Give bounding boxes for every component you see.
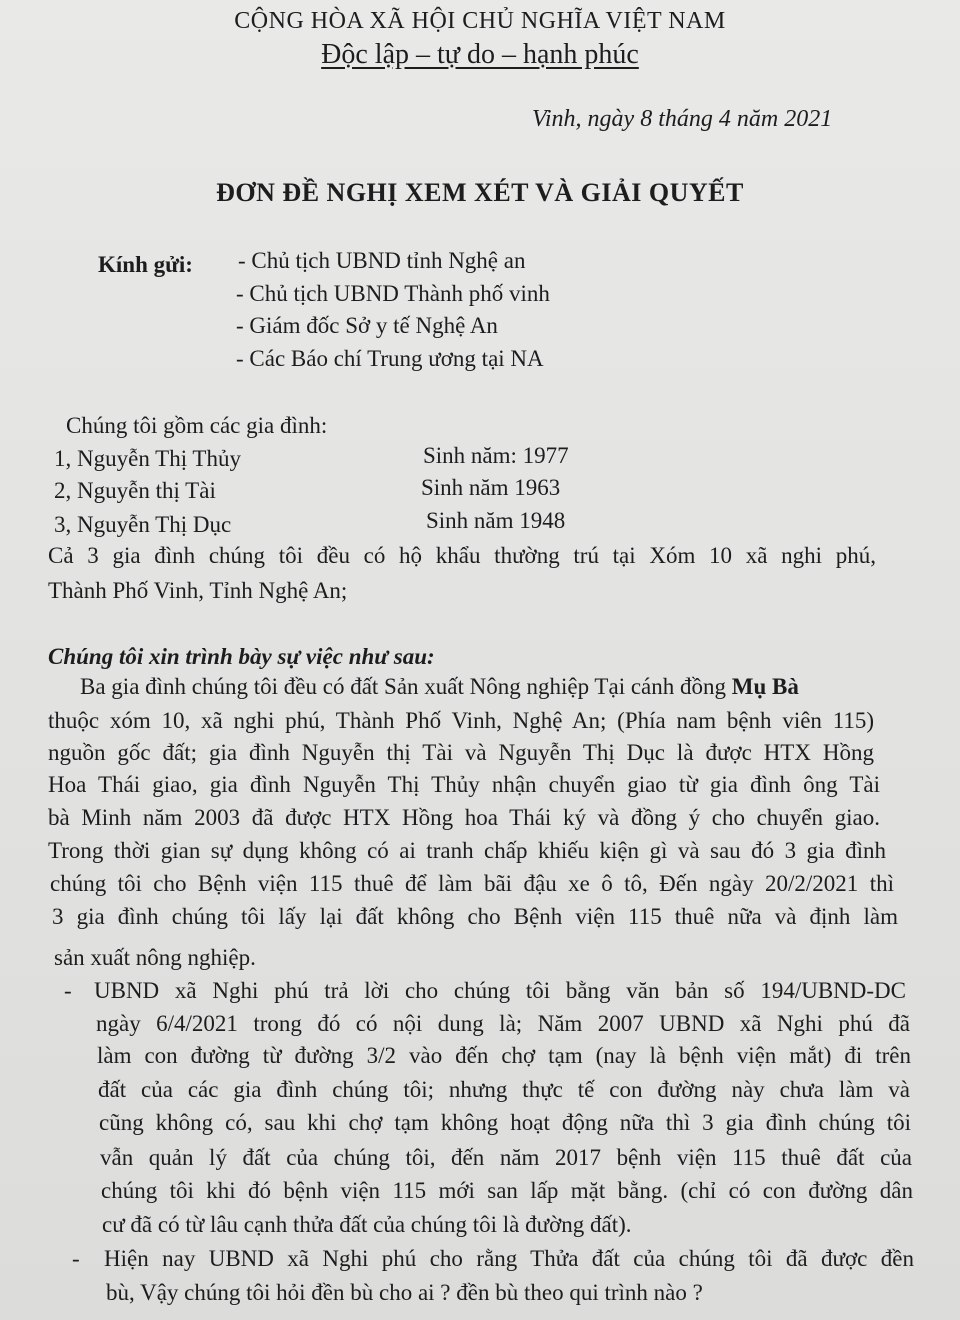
paragraph-line: thuộc xóm 10, xã nghi phú, Thành Phố Vinh, Nghệ An; (Phía nam bệnh viên 115) xyxy=(48,708,874,733)
document-date: Vinh, ngày 8 tháng 4 năm 2021 xyxy=(532,106,833,132)
families-intro: Chúng tôi gồm các gia đình: xyxy=(66,413,328,438)
residence-line: Cả 3 gia đình chúng tôi đều có hộ khẩu thường trú tại Xóm 10 xã nghi phú, xyxy=(48,543,876,568)
paragraph-line: chúng tôi cho Bệnh viện 115 thuê để làm bãi đậu xe ô tô, Đến ngày 20/2/2021 thì xyxy=(50,871,894,896)
bullet-dash: - xyxy=(64,978,72,1003)
bullet-line: chúng tôi khi đó bệnh viện 115 mới san lấp mặt bằng. (chỉ có con đường dân xyxy=(101,1178,913,1203)
bullet-line: đất của các gia đình chúng tôi; nhưng thực tế con đường này chưa làm và xyxy=(98,1077,910,1102)
paragraph-line xyxy=(80,672,799,702)
bullet-line: ngày 6/4/2021 trong đó có nội dung là; Năm 2007 UBND xã Nghi phú đã xyxy=(96,1011,910,1036)
motto-header xyxy=(0,40,960,70)
residence-line: Thành Phố Vinh, Tỉnh Nghệ An; xyxy=(48,578,348,603)
paragraph-line: Hoa Thái giao, gia đình Nguyễn Thị Thủy nhận chuyển giao từ gia đình ông Tài xyxy=(48,772,880,797)
paragraph-line: Trong thời gian sự dụng không có ai tranh chấp khiếu kiện gì và sau đó 3 gia đình xyxy=(48,838,886,863)
facts-heading: Chúng tôi xin trình bày sự việc như sau: xyxy=(48,644,435,669)
family-birth-year: Sinh năm 1948 xyxy=(426,508,566,533)
paragraph-line: 3 gia đình chúng tôi lấy lại đất không cho Bệnh viện 115 thuê nữa và định làm xyxy=(52,904,898,929)
recipient-item: - Chủ tịch UBND tỉnh Nghệ an xyxy=(238,248,526,273)
family-name: 3, Nguyễn Thị Dục xyxy=(54,512,232,537)
recipient-item: - Giám đốc Sở y tế Nghệ An xyxy=(236,313,498,338)
bullet-line: UBND xã Nghi phú trả lời cho chúng tôi bằng văn bản số 194/UBND-DC xyxy=(94,978,906,1003)
bullet-line: cư đã có từ lâu cạnh thửa đất của chúng tôi là đường đất). xyxy=(102,1212,632,1237)
paragraph-line: bà Minh năm 2003 đã được HTX Hồng hoa Thái ký và đồng ý cho chuyển giao. xyxy=(48,805,880,830)
bullet-dash: - xyxy=(72,1246,80,1271)
paragraph-line: nguồn gốc đất; gia đình Nguyễn thị Tài và Nguyễn Thị Dục là được HTX Hồng xyxy=(48,740,874,765)
bullet-line: bù, Vậy chúng tôi hỏi đền bù cho ai ? đền bù theo qui trình nào ? xyxy=(106,1280,703,1305)
bullet-line: cũng không có, sau khi chợ tạm không hoạt động nữa thì 3 gia đình chúng tôi xyxy=(99,1110,911,1135)
motto-text: Độc lập – tự do – hạnh phúc xyxy=(321,39,639,70)
paragraph-text: Ba gia đình chúng tôi đều có đất Sản xuất Nông nghiệp Tại cánh đồng xyxy=(80,674,732,699)
recipient-item: - Các Báo chí Trung ương tại NA xyxy=(236,346,544,371)
family-birth-year: Sinh năm 1963 xyxy=(421,475,561,500)
bullet-line: Hiện nay UBND xã Nghi phú cho rằng Thửa đất của chúng tôi đã được đền xyxy=(104,1246,914,1271)
field-name: Mụ Bà xyxy=(731,674,799,699)
recipient-item: - Chủ tịch UBND Thành phố vinh xyxy=(236,281,550,306)
bullet-line: làm con đường từ đường 3/2 vào đến chợ tạm (nay là bệnh viện mắt) đi trên xyxy=(97,1043,911,1068)
family-birth-year: Sinh năm: 1977 xyxy=(423,443,569,468)
document-title: ĐƠN ĐỀ NGHỊ XEM XÉT VÀ GIẢI QUYẾT xyxy=(216,178,744,207)
family-name: 2, Nguyễn thị Tài xyxy=(54,478,216,503)
bullet-line: vẫn quản lý đất của chúng tôi, đến năm 2017 bệnh viện 115 thuê đất của xyxy=(100,1145,912,1170)
country-header: CỘNG HÒA XÃ HỘI CHỦ NGHĨA VIỆT NAM xyxy=(234,8,726,34)
paragraph-line: sản xuất nông nghiệp. xyxy=(54,945,256,970)
recipients-label: Kính gửi: xyxy=(98,252,193,277)
family-name: 1, Nguyễn Thị Thủy xyxy=(54,446,241,471)
